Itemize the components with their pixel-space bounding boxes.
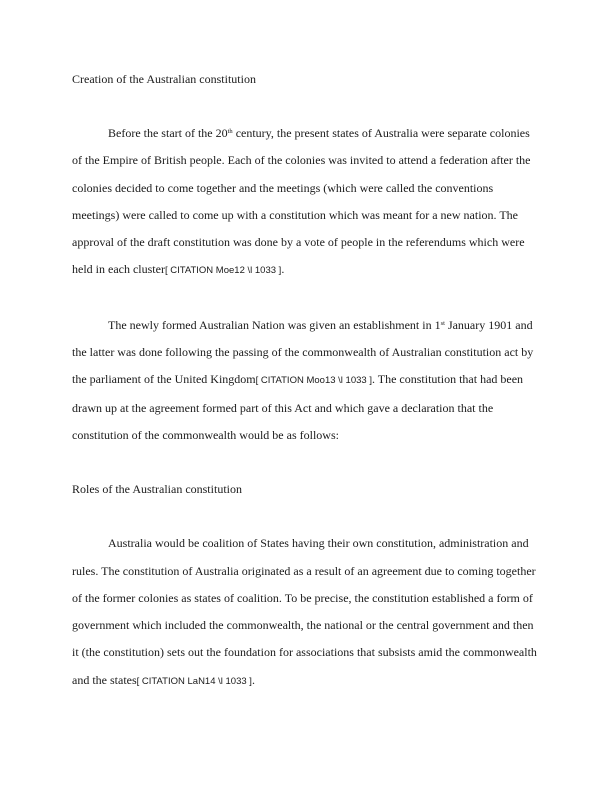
- paragraph-text: .: [281, 262, 285, 277]
- paragraph-text: century, the present states of Australia were separate colonies of the Empire of British people. Each of the colonies was invited to attend a federation after the colonies decided to come together and the meetings (which were called the conventions meetings) were called to come up with a constitution which was meant for a new nation. The approval of the draft constitution was done by a vote of people in the referendums which were held in each cluster: [72, 126, 531, 277]
- spacer: [72, 93, 540, 120]
- paragraph-text: The newly formed Australian Nation was given an establishment in 1: [108, 317, 441, 332]
- ordinal-suffix: st: [440, 319, 445, 327]
- citation-field: [ CITATION Moe12 \l 1033 ]: [164, 265, 282, 277]
- citation-field: [ CITATION Moo13 \l 1033 ]: [255, 375, 372, 387]
- spacer: [72, 503, 540, 530]
- document-page: [72, 66, 540, 695]
- spacer: [72, 449, 540, 476]
- paragraph-creation-1: [72, 120, 540, 285]
- section-heading-creation: Creation of the Australian constitution: [72, 72, 256, 86]
- paragraph-text: January 1901 and the latter was done following the passing of the commonwealth of Australian constitution act by the parliament of the United Kingdom: [72, 317, 534, 387]
- paragraph-text: Before the start of the 20: [108, 126, 228, 140]
- paragraph-roles-1: [72, 530, 540, 695]
- ordinal-suffix: th: [227, 128, 233, 135]
- paragraph-creation-2: [72, 312, 540, 449]
- citation-field: [ CITATION LaN14 \l 1033 ]: [136, 675, 252, 687]
- section-heading-roles: Roles of the Australian constitution: [72, 482, 242, 497]
- spacer: [72, 285, 540, 312]
- paragraph-text: Australia would be coalition of States having their own constitution, administration and rules. The constitution of Australia originated as a result of an agreement due to coming together of the former colonies as states of coalition. To be precise, the constitution established a form of government which included the commonwealth, the national or the central government and then it (the constitution) sets out the foundation for associations that subsists amid the commonwealth and the states: [72, 536, 537, 687]
- paragraph-text: . The constitution that had been drawn up at the agreement formed part of this Act and which gave a declaration that the constitution of the commonwealth would be as follows:: [72, 372, 524, 442]
- paragraph-text: .: [251, 672, 255, 687]
